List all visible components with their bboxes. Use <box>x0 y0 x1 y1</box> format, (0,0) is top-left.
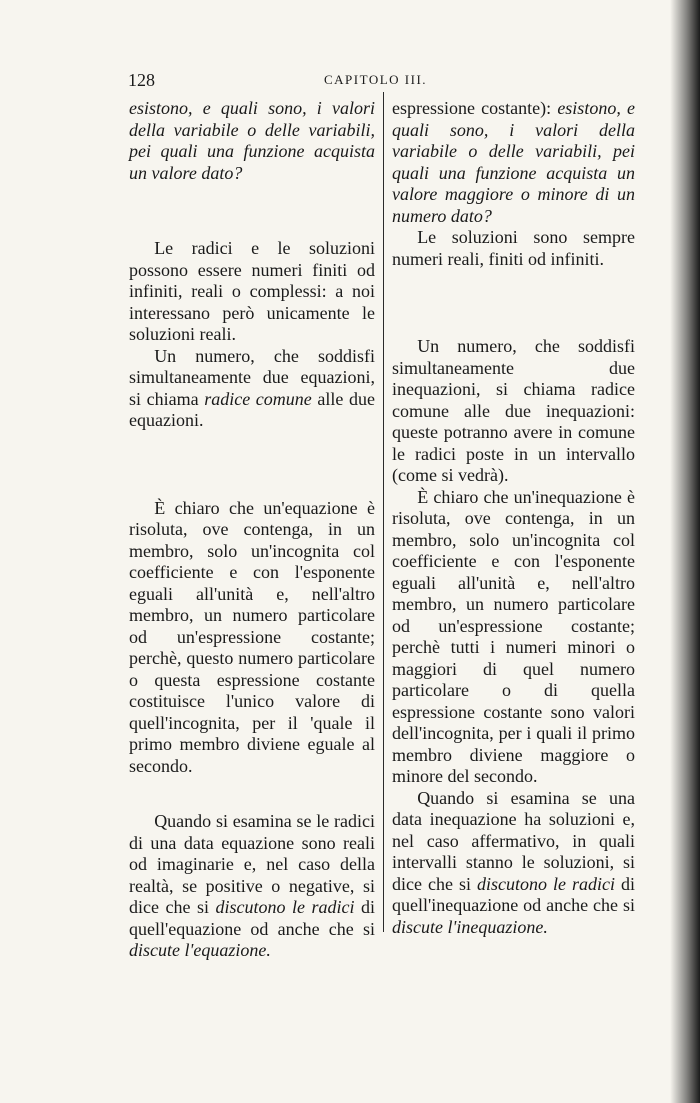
right-column <box>392 98 635 938</box>
text-span: Un numero, che soddisfi simultaneamente due equazioni, si chiama <box>129 345 375 409</box>
text-span: Quando si esamina se le radici di una data equazione sono reali od imaginarie e, nel caso della realtà, se positive o negative, si dice che si <box>129 811 375 917</box>
page-header <box>128 62 636 92</box>
left-paragraph-question: esistono, e quali sono, i valori della variabile o delle variabili, pei quali una funzione acquista un valore dato? <box>129 98 375 183</box>
right-paragraph-solved-inequation: È chiaro che un'inequazione è risoluta, ove contenga, in un membro, solo un'incognita col coefficiente e con l'esponente eguali all'unità e, nell'altro membro, un numero particolare od un'espressione costante; perchè tutti i numeri minori o maggiori di quel numero particolare o di quella espressione costante sono valori dell'incognita, per i quali il primo membro diviene maggiore o minore del secondo. <box>392 486 635 786</box>
page-edge-shadow <box>670 0 700 1103</box>
term-discutono-le-radici: discutono le radici <box>215 897 355 917</box>
right-paragraph-common-root: Un numero, che soddisfi simultaneamente due inequazioni, si chiama radice comune alle due inequazioni: queste potranno avere in comune le radici poste in un intervallo (come si vedrà). <box>392 336 635 485</box>
term-discute-equazione: discute l'equazione. <box>129 940 271 960</box>
right-paragraph-question <box>392 98 635 227</box>
left-paragraph-discussion <box>129 811 375 962</box>
right-paragraph-discussion <box>392 788 635 939</box>
left-paragraph-roots: Le radici e le soluzioni possono essere numeri finiti od infiniti, reali o complessi: a noi interessano però unicamente le soluzioni reali. <box>129 238 375 344</box>
question-text: esistono, e quali sono, i valori della variabile o delle variabili, pei quali una funzione acquista un valore maggiore o minore di un numero dato? <box>392 98 635 226</box>
right-paragraph-solutions: Le soluzioni sono sempre numeri reali, finiti od infiniti. <box>392 227 635 269</box>
text-span: Quando si esamina se una data inequazione ha soluzioni e, nel caso affermativo, in quali intervalli stanno le soluzioni, si dice che si <box>392 787 635 894</box>
term-radice-comune: radice comune <box>204 388 312 409</box>
page-number: 128 <box>128 70 155 90</box>
term-discute-inequazione: discute l'inequazione. <box>392 916 548 937</box>
text-span: di quell'inequazione od anche che si <box>392 873 635 915</box>
left-paragraph-common-root <box>129 346 375 432</box>
column-divider <box>383 92 384 932</box>
left-paragraph-solved-equation: È chiaro che un'equazione è risoluta, ove contenga, in un membro, solo un'incognita col coefficiente e con l'esponente eguali all'unità e, nell'altro membro, un numero particolare od un'espressione costante; perchè, questo numero particolare o questa espressione costante costituisce l'unico valore di quell'incognita, per il 'quale il primo membro diviene eguale al secondo. <box>129 497 375 776</box>
text-span: alle due equazioni. <box>129 388 375 430</box>
term-discutono-le-radici: discutono le radici <box>476 873 615 894</box>
left-column <box>129 98 375 962</box>
text-span: di quell'equazione od anche che si <box>129 897 375 939</box>
text-span: espressione costante): <box>392 98 558 118</box>
running-title: CAPITOLO III. <box>324 72 428 87</box>
